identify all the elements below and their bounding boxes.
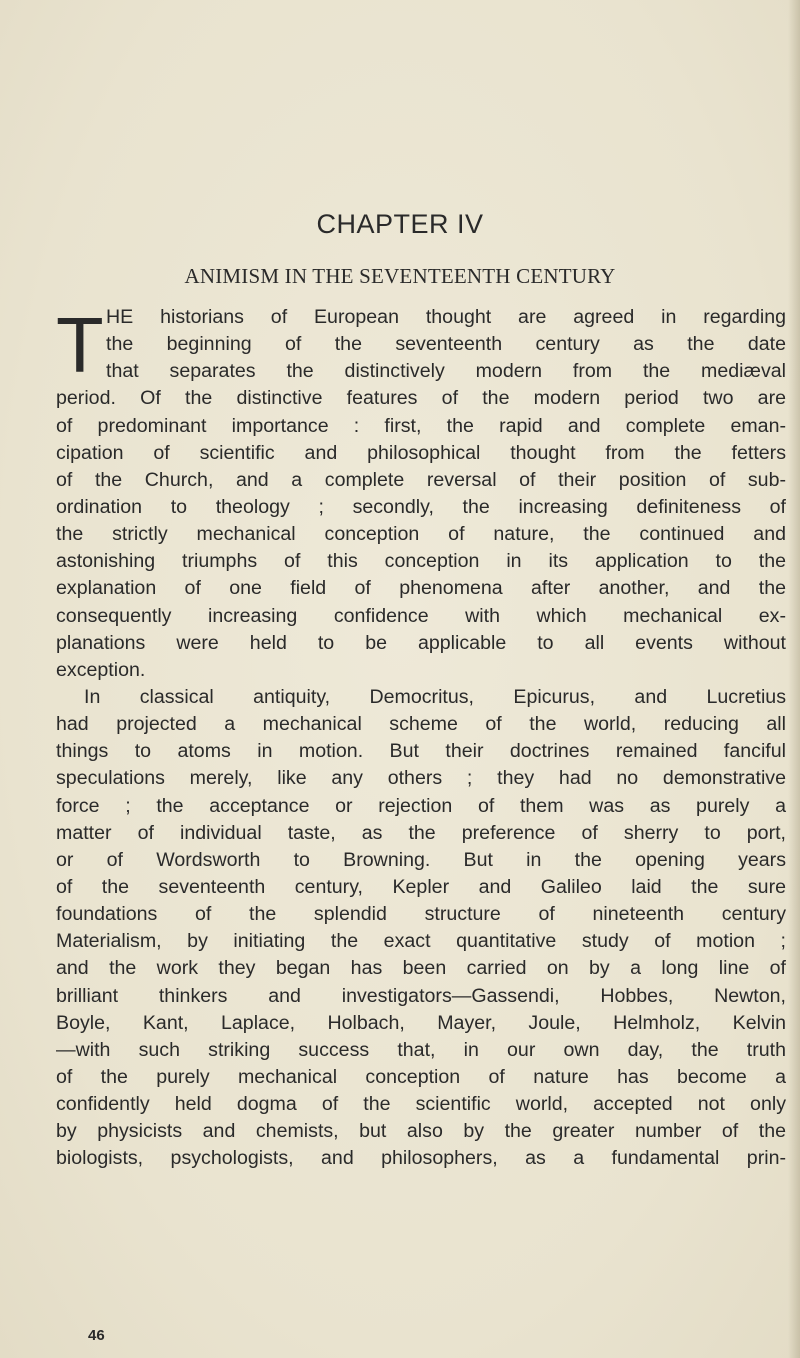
text-line: ordination to theology ; secondly, the increasing definiteness of [56, 495, 786, 518]
text-line: of predominant importance : first, the rapid and complete eman- [56, 414, 786, 437]
text-line: force ; the acceptance or rejection of them was as purely a [56, 794, 786, 817]
drop-cap: T [56, 301, 104, 389]
text-line: things to atoms in motion. But their doctrines remained fanciful [56, 740, 786, 763]
text-line: of the seventeenth century, Kepler and Galileo laid the sure [56, 875, 786, 898]
text-line: period. Of the distinctive features of the modern period two are [56, 387, 786, 410]
text-line: and the work they began has been carried on by a long line of [56, 957, 786, 980]
text-line: confidently held dogma of the scientific world, accepted not only [56, 1093, 786, 1116]
text-line: Materialism, by initiating the exact quantitative study of motion ; [56, 930, 786, 953]
text-line: biologists, psychologists, and philosophers, as a fundamental prin- [56, 1147, 786, 1170]
text-line: brilliant thinkers and investigators—Gassendi, Hobbes, Newton, [56, 984, 786, 1007]
text-line: or of Wordsworth to Browning. But in the opening years [56, 848, 786, 871]
text-line: matter of individual taste, as the preference of sherry to port, [56, 821, 786, 844]
text-line: Boyle, Kant, Laplace, Holbach, Mayer, Joule, Helmholz, Kelvin [56, 1011, 786, 1034]
text-line: of the purely mechanical conception of nature has become a [56, 1065, 786, 1088]
text-line: —with such striking success that, in our own day, the truth [56, 1038, 786, 1061]
page-number: 46 [88, 1327, 105, 1344]
body-text [56, 301, 786, 1173]
text-line: HE historians of European thought are agreed in regarding [106, 306, 786, 328]
text-line: by physicists and chemists, but also by the greater number of the [56, 1120, 786, 1143]
text-line: cipation of scientific and philosophical thought from the fetters [56, 441, 786, 464]
text-line: speculations merely, like any others ; they had no demonstrative [56, 767, 786, 790]
chapter-title: CHAPTER IV [316, 209, 484, 239]
text-line: foundations of the splendid structure of nineteenth century [56, 903, 786, 926]
text-line: of the Church, and a complete reversal of their position of sub- [56, 468, 786, 491]
chapter-subtitle: ANIMISM IN THE SEVENTEENTH CENTURY [184, 264, 616, 288]
text-line: explanation of one field of phenomena after another, and the [56, 577, 786, 600]
page-edge-shadow [788, 0, 800, 1358]
text-line: In classical antiquity, Democritus, Epicurus, and Lucretius [84, 685, 786, 708]
text-line: planations were held to be applicable to all events without [56, 631, 786, 654]
text-line: astonishing triumphs of this conception in its application to the [56, 550, 786, 573]
text-line: the beginning of the seventeenth century as the date [106, 333, 786, 356]
text-line: that separates the distinctively modern from the mediæval [106, 360, 786, 383]
text-line: had projected a mechanical scheme of the world, reducing all [56, 713, 786, 736]
text-line: the strictly mechanical conception of nature, the continued and [56, 523, 786, 546]
text-line: exception. [56, 658, 146, 681]
text-line: consequently increasing confidence with which mechanical ex- [56, 604, 786, 627]
